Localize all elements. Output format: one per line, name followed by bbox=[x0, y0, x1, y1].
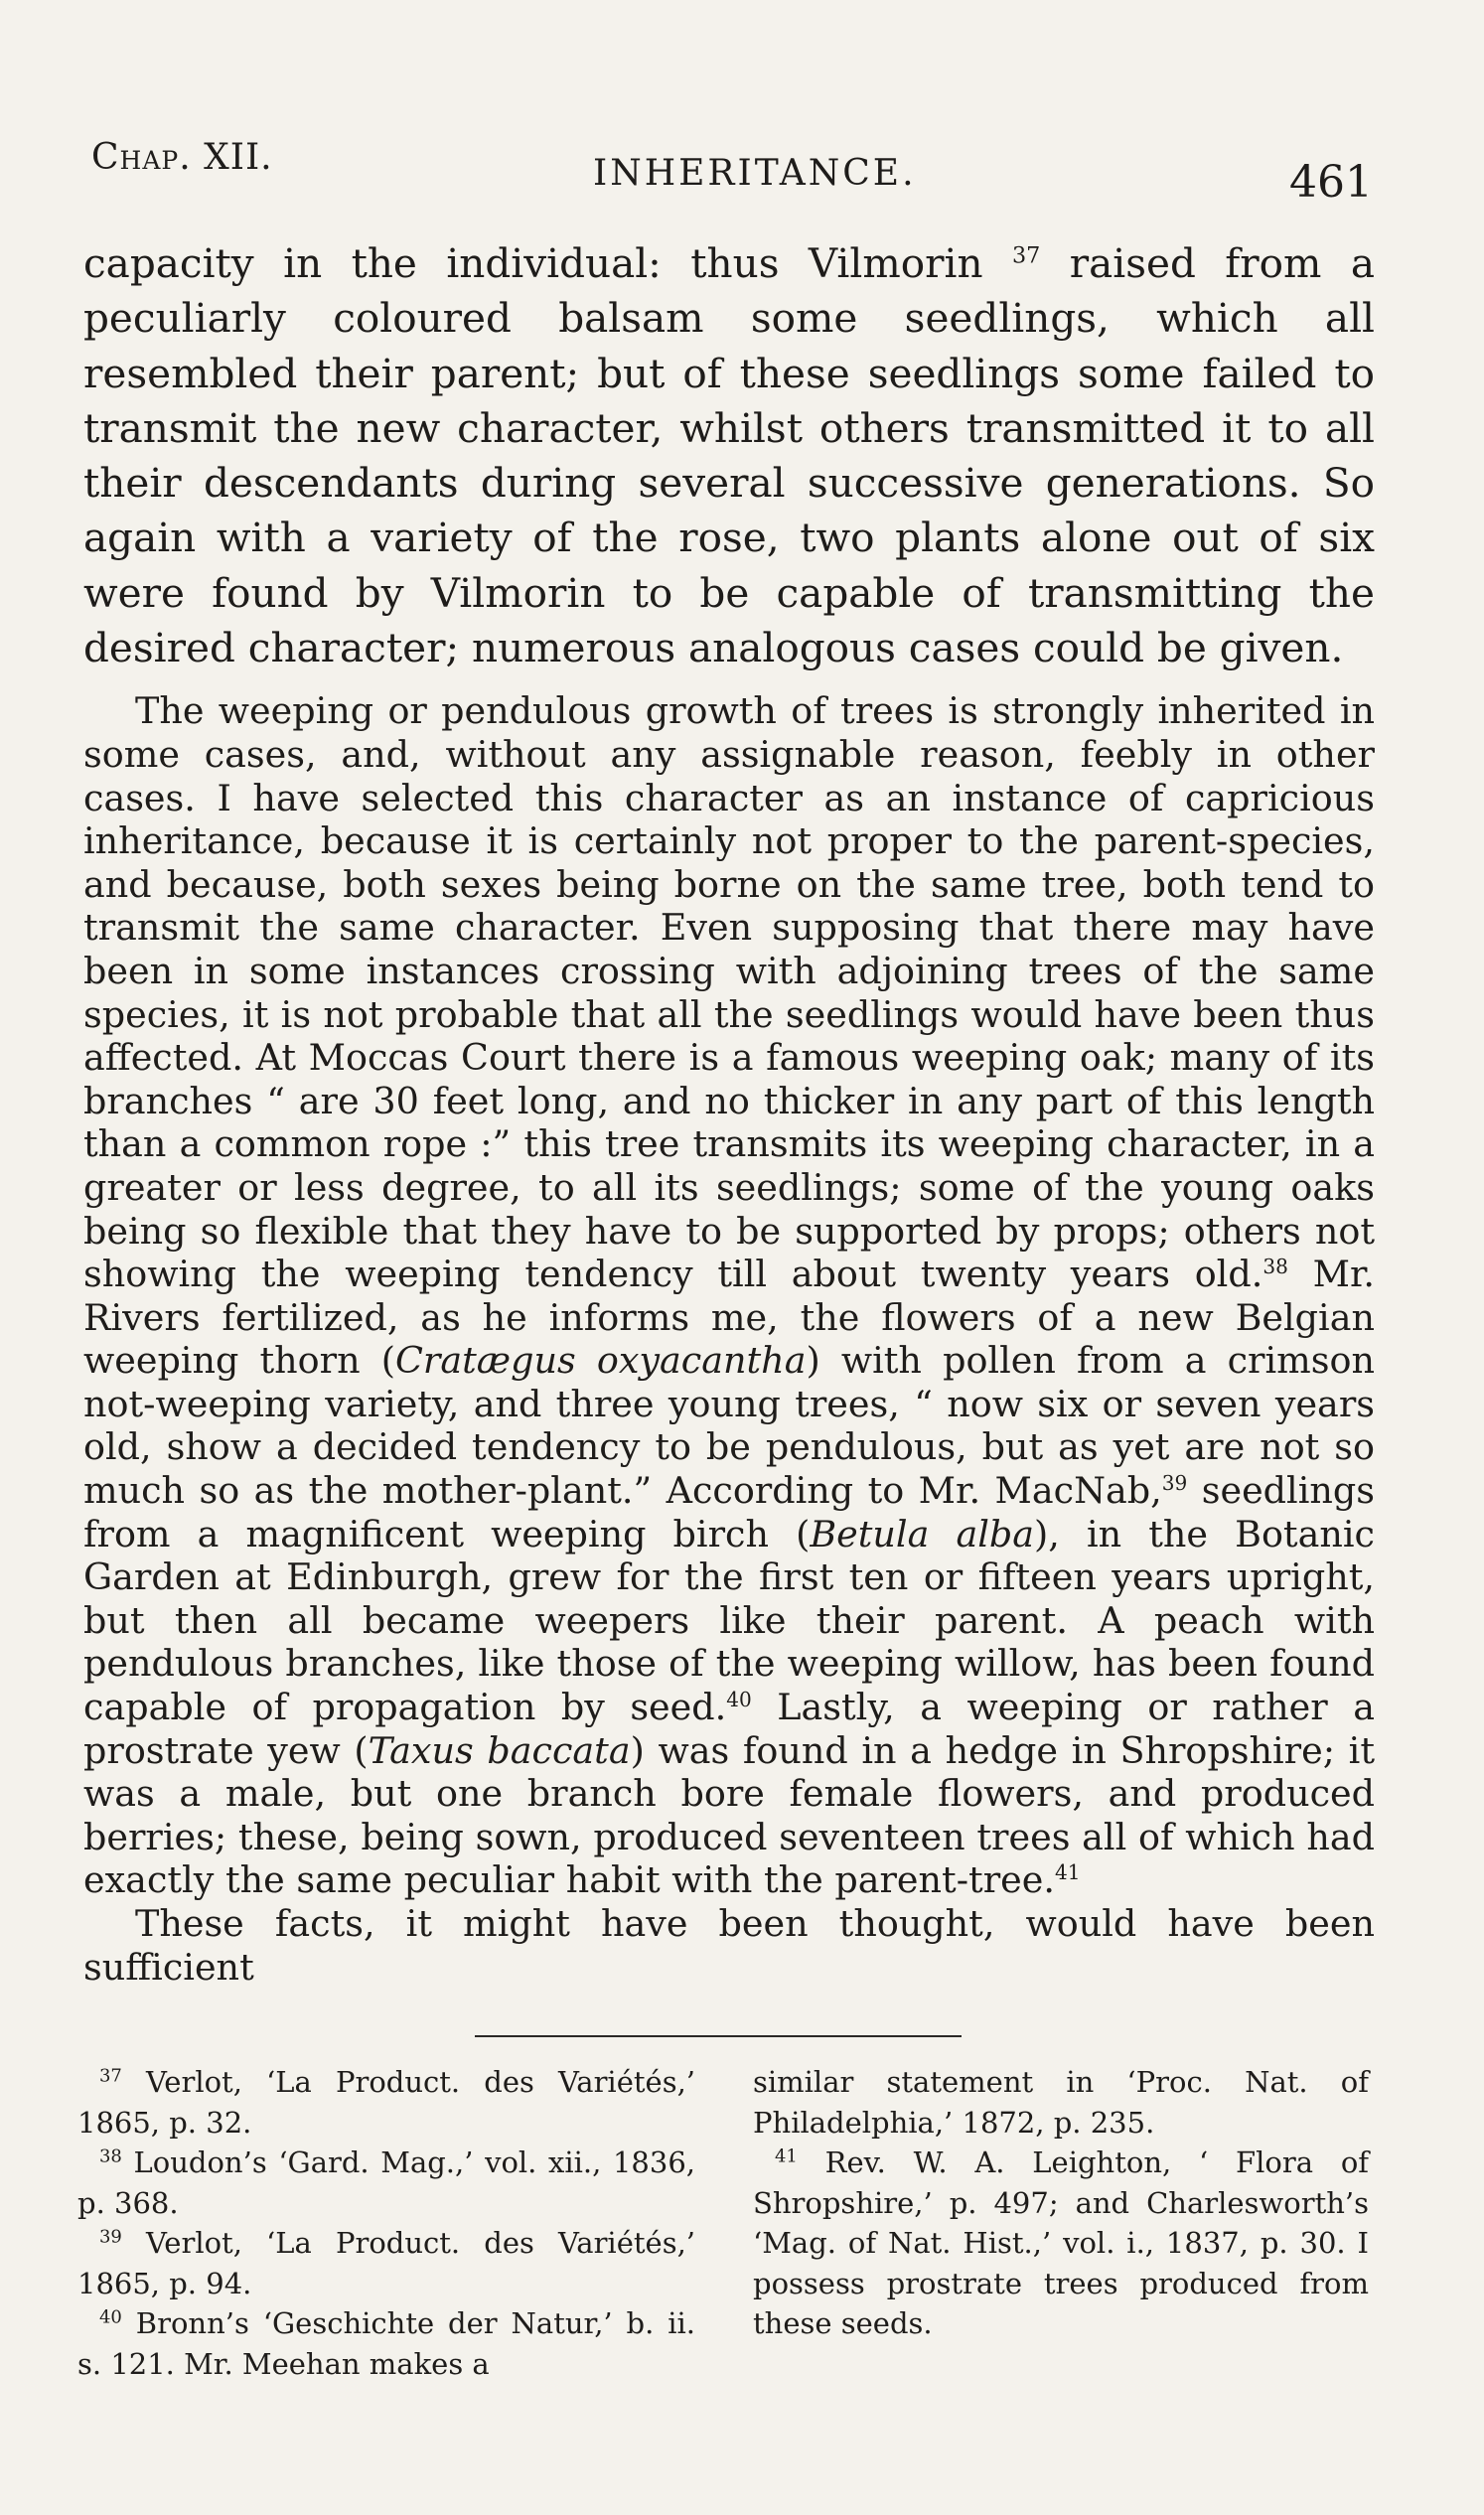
footnote-38: $^{38}$ Loudon’s ‘Gard. Mag.,’ vol. xii., 1836, p. 368. bbox=[77, 2145, 695, 2220]
footnote-40: $^{40}$ Bronn’s ‘Geschichte der Natur,’ b. ii. s. 121. Mr. Meehan makes a bbox=[77, 2306, 695, 2381]
footnote-40-continued: similar statement in ‘Proc. Nat. of Philadelphia,’ 1872, p. 235. bbox=[753, 2065, 1369, 2140]
paragraph-2: The weeping or pendulous growth of trees is strongly inherited in some cases, and, without any assignable reason, feebly in other cases. I have selected this character as an instance of capricious inheritance, because it is certainly not proper to the parent-species, and because, both sexes being borne on the same tree, both tend to transmit the same character. Even supposing that there may have been in some instances crossing with adjoining trees of the same species, it is not probable that all the seedlings would have been thus affected. At Moccas Court there is a famous weeping oak; many of its branches “ are 30 feet long, and no thicker in any part of this length than a common rope :” this tree transmits its weeping character, in a greater or less degree, to all its seedlings; some of the young oaks being so flexible that they have to be supported by props; others not showing the weeping tendency till about twenty years old.$^{38}$ Mr. Rivers fertilized, as he informs me, the flowers of a new Belgian weeping thorn (Cratægus oxyacantha) with pollen from a crimson not-weeping variety, and three young trees, “ now six or seven years old, show a decided tendency to be pendulous, but as yet are not so much so as the mother-plant.” According to Mr. MacNab,$^{39}$ seedlings from a magnificent weeping birch (Betula alba), in the Botanic Garden at Edinburgh, grew for the first ten or fifteen years upright, but then all became weepers like their parent. A peach with pendulous branches, like those of the weeping willow, has been found capable of propagation by seed.$^{40}$ Lastly, a weeping or rather a prostrate yew (Taxus baccata) was found in a hedge in Shropshire; it was a male, but one branch bore female flowers, and produced berries; these, being sown, produced seventeen trees all of which had exactly the same peculiar habit with the parent-tree.$^{41}$ bbox=[83, 689, 1375, 1902]
chapter-label: Chap. XII. bbox=[91, 137, 273, 178]
footnote-ref-38[interactable]: 38 bbox=[1262, 1254, 1288, 1278]
footnote-divider bbox=[475, 2035, 962, 2037]
page-header bbox=[91, 137, 1373, 207]
footnote-41: $^{41}$ Rev. W. A. Leighton, ‘ Flora of Shropshire,’ p. 497; and Charlesworth’s ‘Mag. of Nat. Hist.,’ vol. i., 1837, p. 30. I possess prostrate trees produced from these seeds. bbox=[753, 2145, 1370, 2340]
footnote-37: $^{37}$ Verlot, ‘La Product. des Variétés,’ 1865, p. 32. bbox=[77, 2065, 696, 2140]
paragraph-1: capacity in the individual: thus Vilmorin $^{37}$ raised from a peculiarly coloured balsam some seedlings, which all resembled their parent; but of these seedlings some failed to transmit the new character, whilst others transmitted it to all their descendants during several successive generations. So again with a variety of the rose, two plants alone out of six were found by Vilmorin to be capable of transmitting the desired character; numerous analogous cases could be given. bbox=[83, 239, 1376, 672]
footnotes-right-column bbox=[753, 2062, 1369, 2344]
body-text bbox=[83, 236, 1375, 1989]
footnote-ref-37[interactable]: 37 bbox=[1011, 242, 1041, 269]
page-number: 461 bbox=[1289, 157, 1373, 208]
paragraph-3: These facts, it might have been thought, would have been sufficient bbox=[83, 1902, 1375, 1989]
footnote-ref-40[interactable]: 40 bbox=[726, 1687, 752, 1711]
footnotes-left-column bbox=[77, 2062, 695, 2384]
footnote-ref-41[interactable]: 41 bbox=[1054, 1860, 1081, 1885]
footnote-ref-39[interactable]: 39 bbox=[1161, 1470, 1188, 1495]
running-title: INHERITANCE. bbox=[593, 153, 917, 194]
footnote-39: $^{39}$ Verlot, ‘La Product. des Variétés,’ 1865, p. 94. bbox=[77, 2226, 696, 2300]
